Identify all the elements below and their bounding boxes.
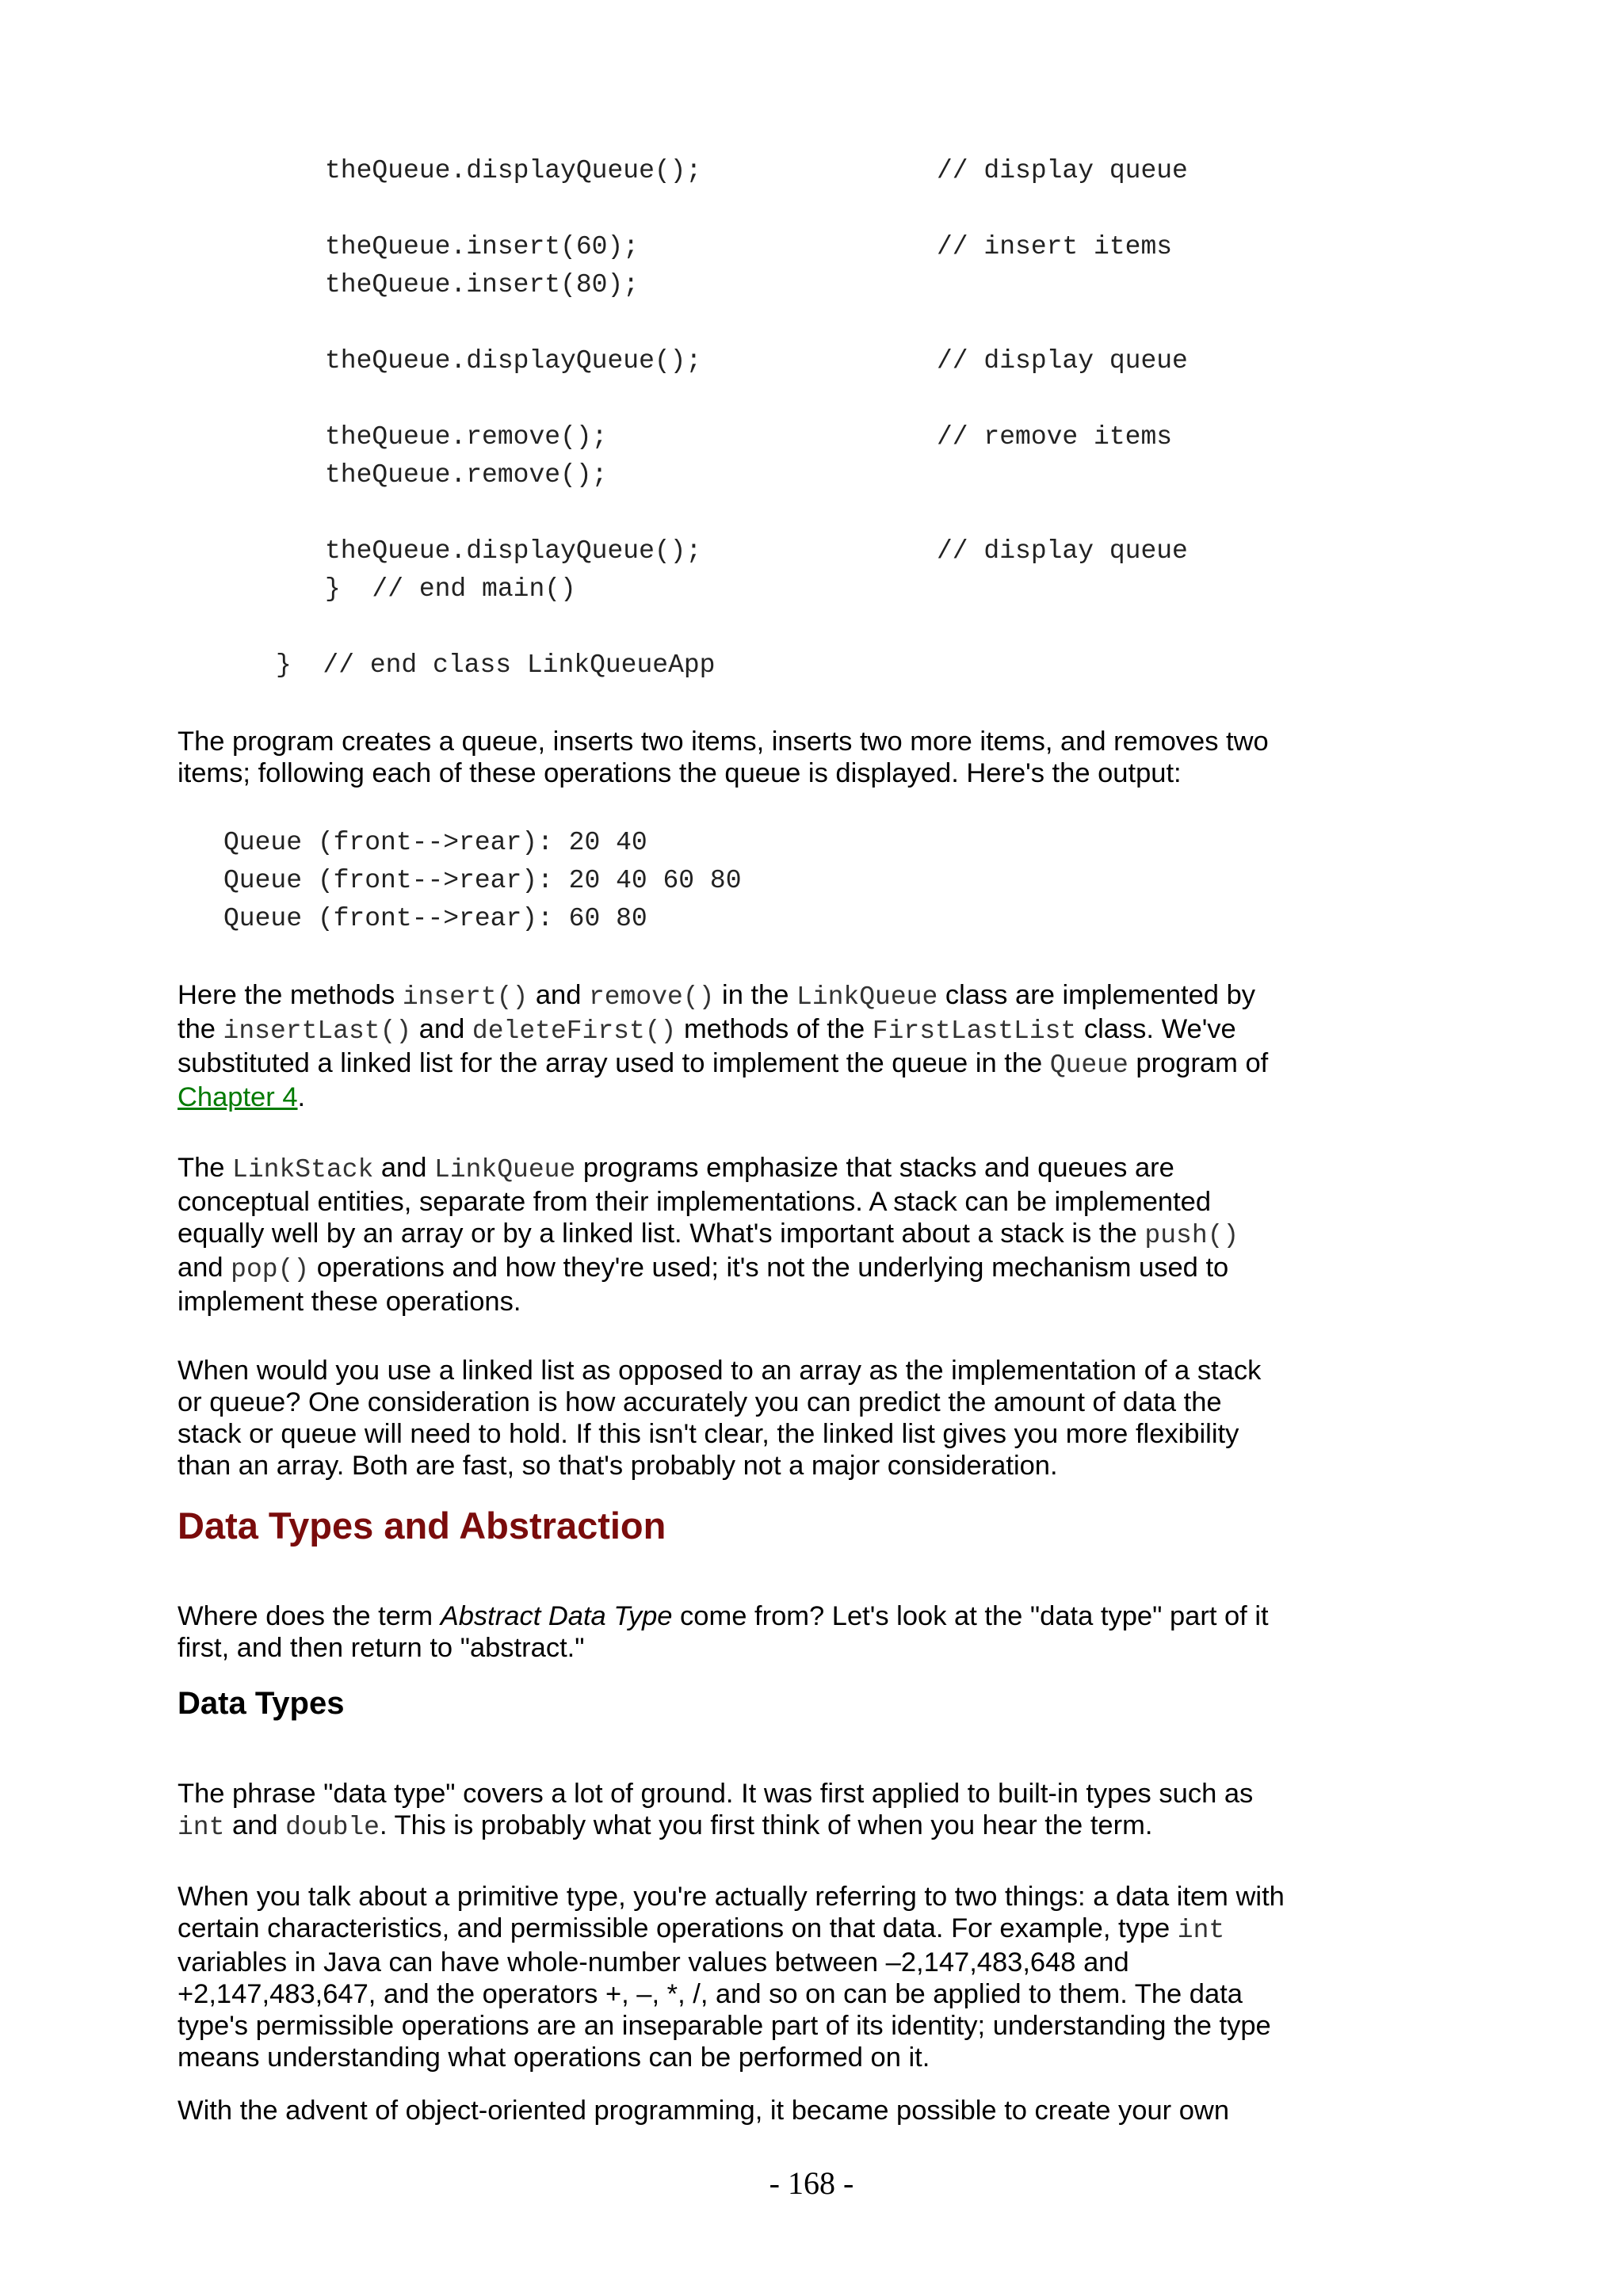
text: programs emphasize that stacks and queues are conceptual entities, separate from their implementations. A stack can be implemented equally well by an array or by a linked list. What's important about a stack is the (178, 1153, 1212, 1249)
inline-code: insert() (402, 982, 529, 1012)
text: . (297, 1082, 306, 1112)
paragraph: When would you use a linked list as opposed to an array as the implementation of a stack or queue? One consideration is how accurately you can predict the amount of data the stack or queue will need to hold. If this isn't clear, the linked list gives you more flexibility than an array. Both are fast, so that's probably not a major consideration. (178, 1356, 1262, 1481)
text: come from? Let's look at the "data type" part of it first, and then return to "abstract." (178, 1601, 1269, 1663)
output-line: Queue (front-->rear): 20 40 60 80 (223, 866, 742, 895)
text: Here the methods (178, 980, 403, 1010)
output-line: Queue (front-->rear): 60 80 (223, 904, 647, 933)
code-line: theQueue.displayQueue(); (325, 346, 702, 376)
inline-code: remove() (589, 982, 715, 1012)
chapter-4-link[interactable]: Chapter 4 (178, 1082, 298, 1112)
paragraph (178, 1881, 1287, 2073)
code-line: theQueue.remove(); (325, 460, 608, 490)
paragraph (178, 979, 1287, 1113)
inline-code: LinkStack (232, 1155, 374, 1184)
paragraph (178, 1600, 1287, 1664)
inline-code: insertLast() (223, 1016, 412, 1046)
text: class are implemented by the (178, 980, 1256, 1044)
text: operations and how they're used; it's not the underlying mechanism used to implement these operations. (178, 1253, 1229, 1317)
text: class. We've substituted a linked list for the array used to implement the queue in the (178, 1014, 1236, 1078)
text: variables in Java can have whole-number values between –2,147,483,648 and +2,147,483,647, and the operators +, –, *, /, and so on can be applied to them. The data type's permissible operations are an inseparable part of its identity; understanding the type means understanding what operations can be performed on it. (178, 1947, 1271, 2073)
text: and (224, 1810, 286, 1840)
text: and (528, 980, 589, 1010)
inline-code: deleteFirst() (472, 1016, 677, 1046)
output-line: Queue (front-->rear): 20 40 (223, 828, 647, 857)
text: When you talk about a primitive type, you're actually referring to two things: a data item with certain characteristics, and permissible operations on that data. For example, type (178, 1882, 1285, 1943)
section-heading: Data Types and Abstraction (178, 1505, 666, 1547)
page-number: - 168 - (769, 2165, 854, 2201)
inline-code: pop() (231, 1255, 310, 1284)
code-comment: // insert items (937, 232, 1173, 261)
code-line: theQueue.insert(80); (325, 270, 640, 299)
emphasis: Abstract Data Type (440, 1601, 673, 1631)
subsection-heading: Data Types (178, 1686, 345, 1721)
code-line: theQueue.displayQueue(); (325, 156, 702, 185)
text: . This is probably what you first think of when you hear the term. (379, 1810, 1153, 1840)
code-line: theQueue.remove(); (325, 422, 608, 452)
code-line: } // end class LinkQueueApp (276, 650, 716, 680)
text: methods of the (676, 1014, 873, 1044)
paragraph (178, 1778, 1287, 1844)
code-comment: // display queue (937, 536, 1188, 566)
paragraph: With the advent of object-oriented programming, it became possible to create your own (178, 2096, 1230, 2126)
code-comment: // display queue (937, 346, 1188, 376)
inline-code: LinkQueue (796, 982, 938, 1012)
inline-code: FirstLastList (872, 1016, 1077, 1046)
inline-code: int (1177, 1916, 1225, 1945)
inline-code: int (178, 1813, 225, 1842)
code-line: } // end main() (325, 574, 576, 604)
code-line: theQueue.insert(60); (325, 232, 640, 261)
code-comment: // remove items (937, 422, 1173, 452)
paragraph (178, 1152, 1287, 1318)
inline-code: double (285, 1813, 380, 1842)
text: Where does the term (178, 1601, 441, 1631)
text: and (373, 1153, 435, 1183)
code-comment: // display queue (937, 156, 1188, 185)
inline-code: LinkQueue (434, 1155, 576, 1184)
text: and (178, 1253, 231, 1283)
text: The phrase "data type" covers a lot of ground. It was first applied to built-in types such as (178, 1779, 1254, 1809)
inline-code: push() (1144, 1221, 1239, 1250)
text: program of (1128, 1048, 1269, 1078)
code-line: theQueue.displayQueue(); (325, 536, 702, 566)
text: The (178, 1153, 233, 1183)
text: and (411, 1014, 472, 1044)
inline-code: Queue (1049, 1051, 1128, 1080)
paragraph: The program creates a queue, inserts two items, inserts two more items, and removes two items; following each of these operations the queue is displayed. Here's the output: (178, 727, 1269, 788)
text: in the (714, 980, 797, 1010)
